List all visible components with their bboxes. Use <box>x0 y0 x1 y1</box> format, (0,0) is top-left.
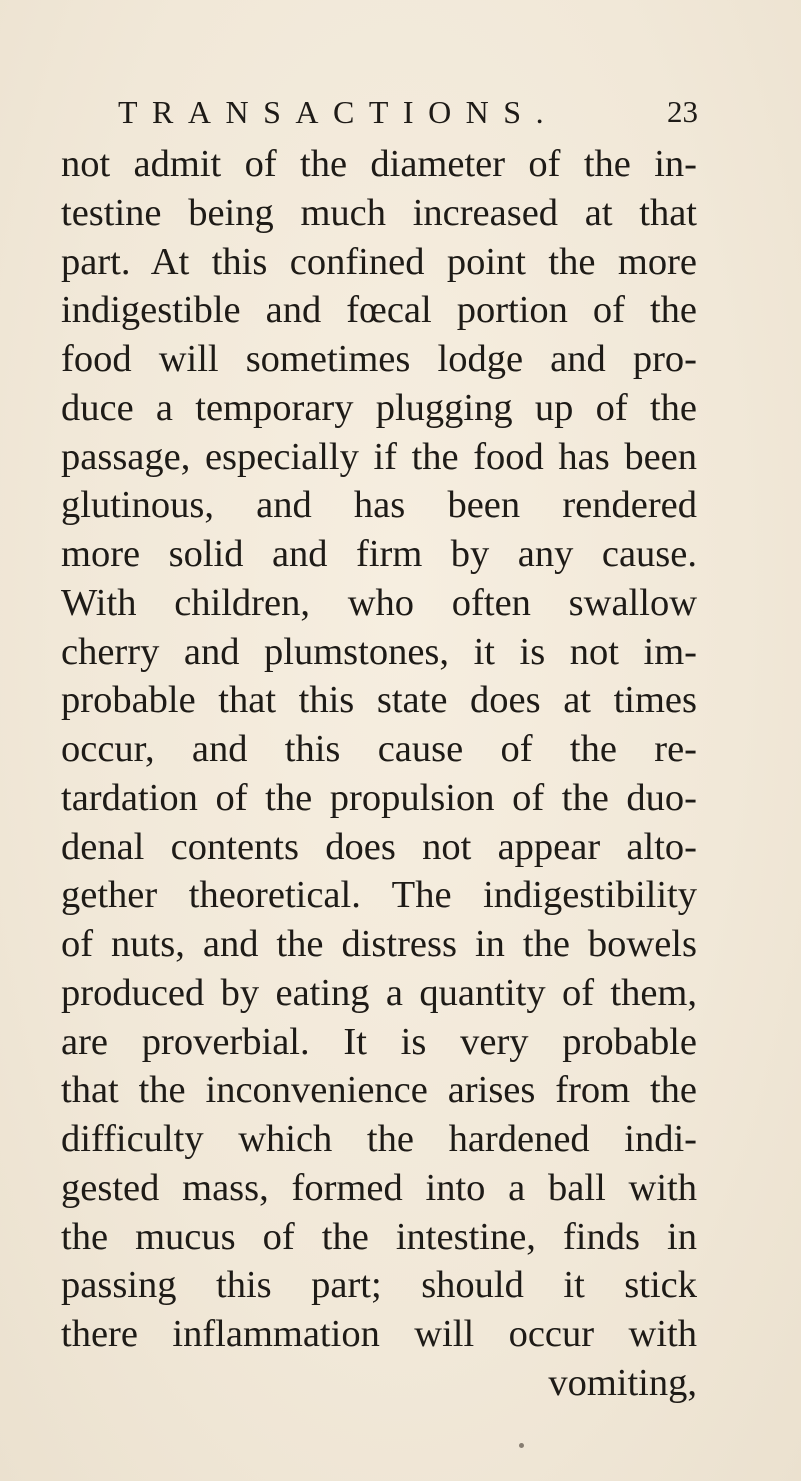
text-line-catchword: vomiting, <box>548 1361 697 1404</box>
text-line: With children, who often swallow <box>61 581 697 624</box>
text-line: part. At this confined point the more <box>61 240 697 283</box>
text-line: food will sometimes lodge and pro- <box>61 338 697 380</box>
running-head <box>118 92 698 132</box>
text-line: produced by eating a quantity of them, <box>61 971 697 1014</box>
text-line: occur, and this cause of the re- <box>61 728 697 770</box>
text-line: passage, especially if the food has been <box>61 435 697 478</box>
page-number: 23 <box>667 94 698 129</box>
text-line: more solid and firm by any cause. <box>61 533 697 575</box>
text-line: tardation of the propulsion of the duo- <box>61 776 697 819</box>
text-line: passing this part; should it stick <box>61 1264 697 1307</box>
text-line: gether theoretical. The indigestibility <box>61 874 697 917</box>
text-line: the mucus of the intestine, finds in <box>61 1215 697 1258</box>
text-line: difficulty which the hardened indi- <box>61 1118 697 1160</box>
running-title: TRANSACTIONS. <box>118 94 559 130</box>
paper-speck <box>519 1443 524 1448</box>
text-line: indigestible and fœcal portion of the <box>61 289 697 332</box>
text-line: are proverbial. It is very probable <box>61 1020 697 1063</box>
text-line: that the inconvenience arises from the <box>61 1069 697 1112</box>
text-line: gested mass, formed into a ball with <box>61 1166 697 1209</box>
text-line: probable that this state does at times <box>61 679 697 722</box>
text-line: cherry and plumstones, it is not im- <box>61 630 697 673</box>
text-line: there inflammation will occur with <box>61 1313 697 1355</box>
text-line: of nuts, and the distress in the bowels <box>61 923 697 965</box>
text-line: duce a temporary plugging up of the <box>61 386 697 429</box>
text-line: testine being much increased at that <box>61 191 697 234</box>
text-line: denal contents does not appear alto- <box>61 825 697 868</box>
text-line: not admit of the diameter of the in- <box>61 143 697 185</box>
text-line: glutinous, and has been rendered <box>61 484 697 527</box>
body-text <box>61 140 697 1408</box>
